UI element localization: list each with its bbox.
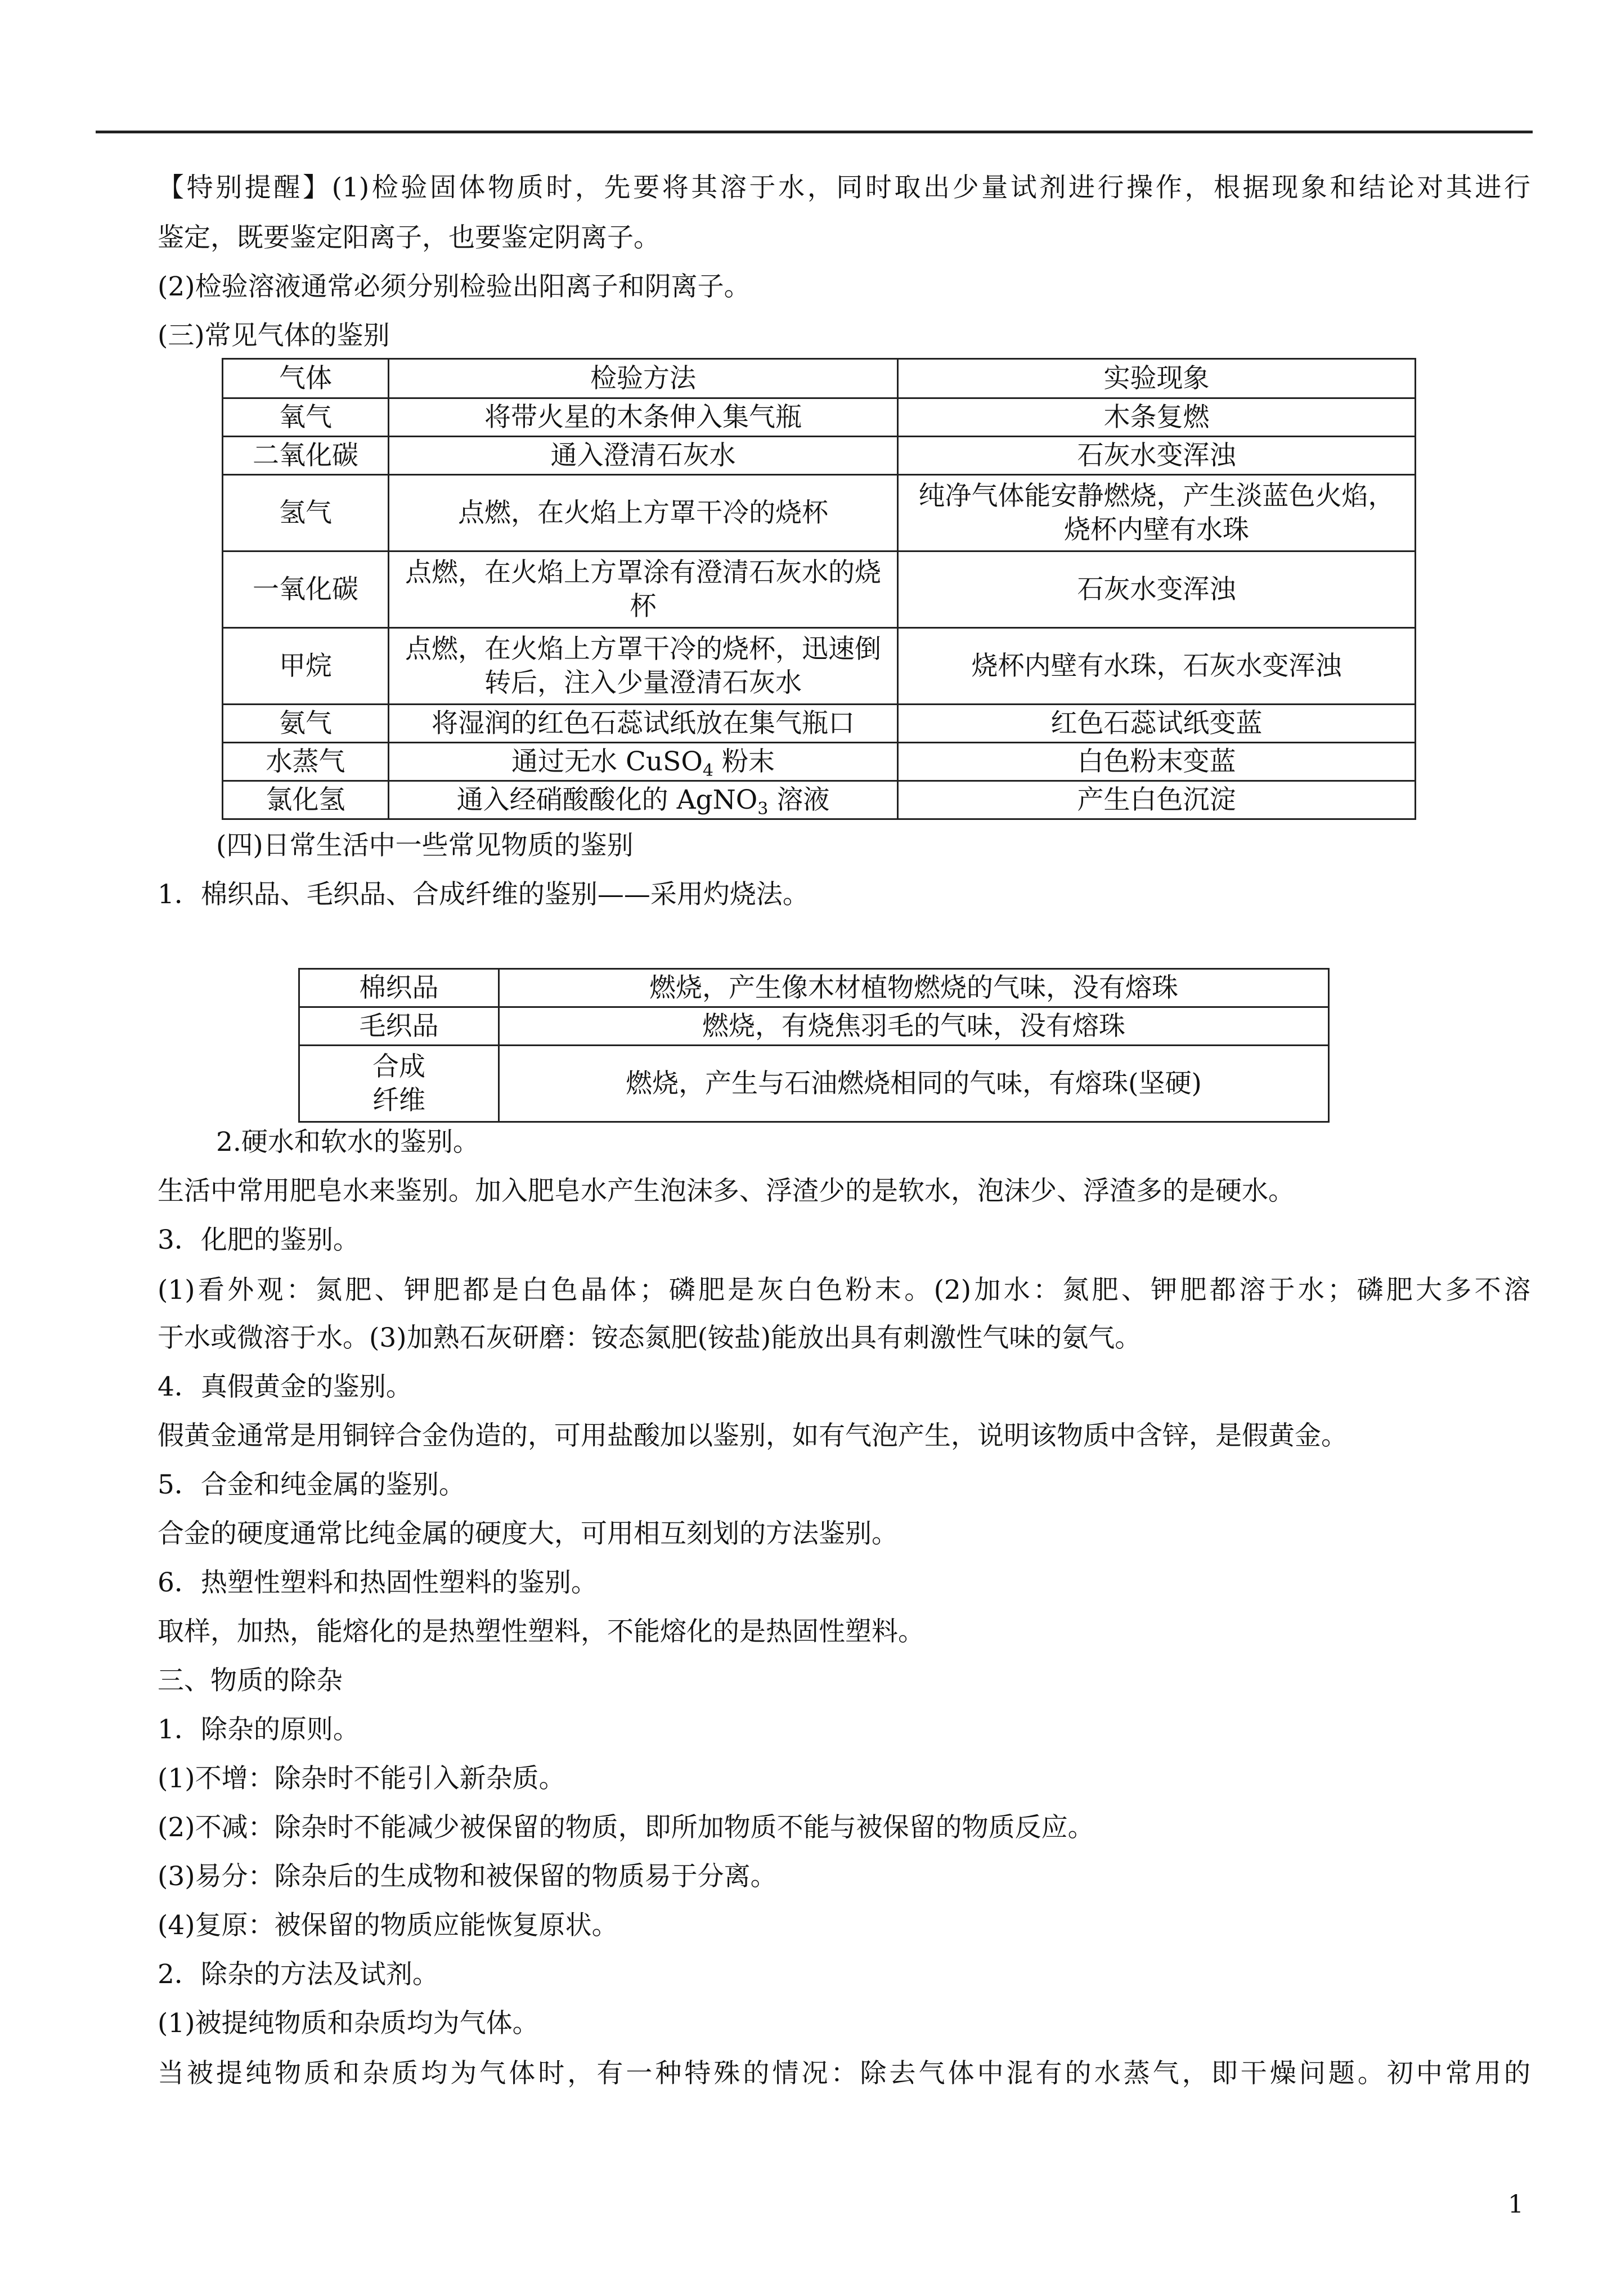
gas-method — [389, 743, 898, 781]
fiber-identification-table — [298, 968, 1330, 1123]
method-text: 粉末 — [713, 746, 775, 777]
reminder-line-2: 鉴定，既要鉴定阳离子，也要鉴定阴离子。 — [158, 222, 660, 253]
fiber-desc: 燃烧，有烧焦羽毛的气味，没有熔珠 — [499, 1007, 1329, 1046]
table-row — [223, 398, 1416, 437]
page-number: 1 — [1508, 2190, 1524, 2219]
header-result: 实验现象 — [898, 359, 1416, 398]
fiber-name — [299, 1046, 499, 1122]
item-3-line-2: 于水或微溶于水。(3)加熟石灰研磨：铵态氮肥(铵盐)能放出具有刺激性气味的氨气。 — [158, 1322, 1142, 1353]
header-rule — [96, 131, 1533, 133]
principle-3: (3)易分：除杂后的生成物和被保留的物质易于分离。 — [158, 1861, 777, 1892]
item-5-title: 5．合金和纯金属的鉴别。 — [158, 1469, 465, 1500]
fiber-desc: 燃烧，产生像木材植物燃烧的气味，没有熔珠 — [499, 969, 1329, 1007]
subscript: 3 — [757, 799, 769, 819]
table-row — [299, 969, 1329, 1007]
table-row — [223, 551, 1416, 628]
table-row — [223, 781, 1416, 819]
gas-method: 将湿润的红色石蕊试纸放在集气瓶口 — [389, 705, 898, 743]
gas-result: 石灰水变浑浊 — [898, 437, 1416, 475]
item-5-text: 合金的硬度通常比纯金属的硬度大，可用相互刻划的方法鉴别。 — [158, 1518, 898, 1549]
item-4-title: 4．真假黄金的鉴别。 — [158, 1371, 412, 1402]
item-4-text: 假黄金通常是用铜锌合金伪造的，可用盐酸加以鉴别，如有气泡产生，说明该物质中含锌，是假黄金。 — [158, 1420, 1348, 1451]
gas-name: 氧气 — [223, 398, 389, 437]
gas-result: 烧杯内壁有水珠，石灰水变浑浊 — [898, 628, 1416, 705]
gas-name: 氢气 — [223, 475, 389, 551]
gas-result: 木条复燃 — [898, 398, 1416, 437]
item-6-text: 取样，加热，能熔化的是热塑性塑料，不能熔化的是热固性塑料。 — [158, 1616, 924, 1647]
table-row — [223, 743, 1416, 781]
gas-name: 氯化氢 — [223, 781, 389, 819]
gas-identification-table — [222, 358, 1416, 820]
gas-name: 一氧化碳 — [223, 551, 389, 628]
fiber-name-line: 纤维 — [372, 1084, 425, 1116]
principle-title: 1．除杂的原则。 — [158, 1714, 360, 1745]
item-6-title: 6．热塑性塑料和热固性塑料的鉴别。 — [158, 1567, 598, 1598]
table-row — [299, 1007, 1329, 1046]
method-text: 通过无水 CuSO — [511, 746, 703, 777]
item-1-title: 1．棉织品、毛织品、合成纤维的鉴别——采用灼烧法。 — [158, 879, 809, 910]
header-method: 检验方法 — [389, 359, 898, 398]
gas-name: 甲烷 — [223, 628, 389, 705]
section-3-title: (三)常见气体的鉴别 — [158, 320, 390, 351]
gas-method: 点燃，在火焰上方罩干冷的烧杯，迅速倒转后，注入少量澄清石灰水 — [389, 628, 898, 705]
fiber-desc: 燃烧，产生与石油燃烧相同的气味，有熔珠(坚硬) — [499, 1046, 1329, 1122]
table-row — [299, 1046, 1329, 1122]
table-row — [223, 437, 1416, 475]
fiber-name: 毛织品 — [299, 1007, 499, 1046]
item-2-text: 生活中常用肥皂水来鉴别。加入肥皂水产生泡沫多、浮渣少的是软水，泡沫少、浮渣多的是硬水。 — [158, 1176, 1295, 1207]
method-1: (1)被提纯物质和杂质均为气体。 — [158, 2008, 539, 2039]
reminder-2: (2)检验溶液通常必须分别检验出阳离子和阴离子。 — [158, 271, 751, 302]
gas-result: 产生白色沉淀 — [898, 781, 1416, 819]
gas-name: 二氧化碳 — [223, 437, 389, 475]
principle-1: (1)不增：除杂时不能引入新杂质。 — [158, 1763, 565, 1794]
item-2-title: 2.硬水和软水的鉴别。 — [216, 1127, 479, 1158]
gas-method: 点燃，在火焰上方罩干冷的烧杯 — [389, 475, 898, 551]
item-3-title: 3．化肥的鉴别。 — [158, 1225, 360, 1255]
reminder-line-1: 【特别提醒】(1)检验固体物质时，先要将其溶于水，同时取出少量试剂进行操作，根据现象和结论对其进行 — [158, 172, 1530, 203]
method-text: 通入经硝酸酸化的 AgNO — [456, 784, 758, 815]
gas-method: 将带火星的木条伸入集气瓶 — [389, 398, 898, 437]
gas-method — [389, 781, 898, 819]
item-3-line-1: (1)看外观：氮肥、钾肥都是白色晶体；磷肥是灰白色粉末。(2)加水：氮肥、钾肥都溶于水；磷肥大多不溶 — [158, 1275, 1530, 1306]
table-row — [223, 705, 1416, 743]
gas-method: 点燃，在火焰上方罩涂有澄清石灰水的烧杯 — [389, 551, 898, 628]
part-3-title: 三、物质的除杂 — [158, 1665, 343, 1696]
gas-name: 水蒸气 — [223, 743, 389, 781]
table-header-row — [223, 359, 1416, 398]
header-gas: 气体 — [223, 359, 389, 398]
gas-result: 白色粉末变蓝 — [898, 743, 1416, 781]
section-4-title: (四)日常生活中一些常见物质的鉴别 — [216, 830, 634, 861]
table-row — [223, 628, 1416, 705]
method-1-text: 当被提纯物质和杂质均为气体时，有一种特殊的情况：除去气体中混有的水蒸气，即干燥问题。初中常用的 — [158, 2058, 1530, 2089]
method-title: 2．除杂的方法及试剂。 — [158, 1959, 439, 1990]
fiber-name-line: 合成 — [372, 1051, 425, 1082]
table-row — [223, 475, 1416, 551]
subscript: 4 — [702, 760, 714, 781]
principle-2: (2)不减：除杂时不能减少被保留的物质，即所加物质不能与被保留的物质反应。 — [158, 1812, 1094, 1843]
gas-result: 纯净气体能安静燃烧，产生淡蓝色火焰，烧杯内壁有水珠 — [898, 475, 1416, 551]
gas-method: 通入澄清石灰水 — [389, 437, 898, 475]
gas-result: 红色石蕊试纸变蓝 — [898, 705, 1416, 743]
gas-name: 氨气 — [223, 705, 389, 743]
gas-result: 石灰水变浑浊 — [898, 551, 1416, 628]
principle-4: (4)复原：被保留的物质应能恢复原状。 — [158, 1910, 618, 1941]
fiber-name: 棉织品 — [299, 969, 499, 1007]
method-text: 溶液 — [768, 784, 830, 815]
